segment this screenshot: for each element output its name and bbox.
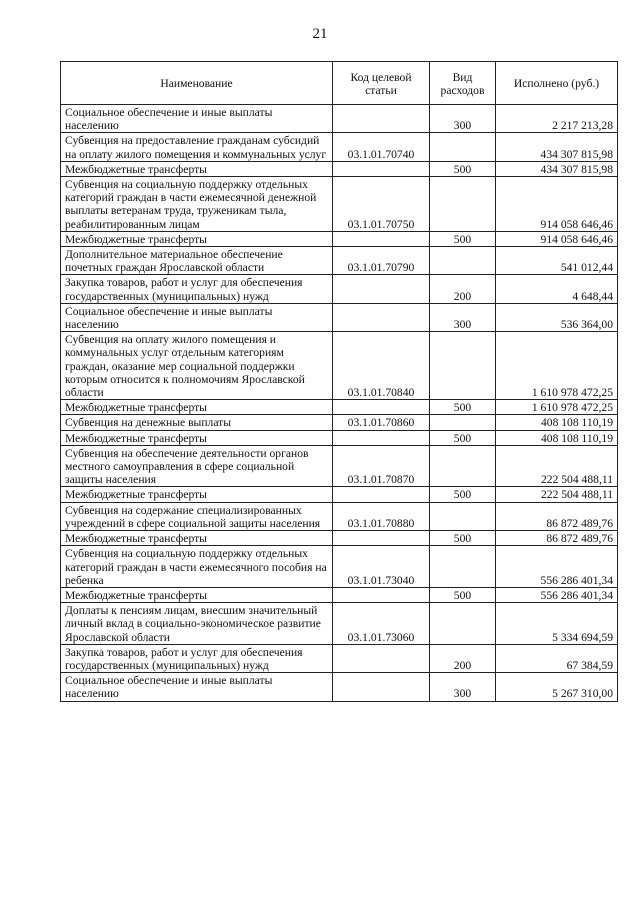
row-name-cell: Межбюджетные трансферты: [61, 587, 333, 602]
row-target-code-cell: 03.1.01.70880: [333, 502, 430, 530]
table-row: [61, 502, 618, 530]
row-target-code-cell: [333, 673, 430, 701]
row-target-code-cell: [333, 644, 430, 672]
row-executed-cell: 222 504 488,11: [496, 487, 618, 502]
row-target-code-cell: 03.1.01.70860: [333, 415, 430, 430]
row-name-cell: Субвенция на денежные выплаты: [61, 415, 333, 430]
row-target-code-cell: 03.1.01.73060: [333, 603, 430, 645]
row-executed-cell: 541 012,44: [496, 247, 618, 275]
header-target-code: Код целевой статьи: [333, 62, 430, 105]
row-executed-cell: 5 334 694,59: [496, 603, 618, 645]
row-expense-type-cell: 500: [430, 487, 496, 502]
row-name-cell: Межбюджетные трансферты: [61, 430, 333, 445]
budget-execution-table: [60, 61, 618, 702]
row-name-cell: Межбюджетные трансферты: [61, 231, 333, 246]
row-expense-type-cell: 300: [430, 673, 496, 701]
row-expense-type-cell: 300: [430, 105, 496, 133]
row-name-cell: Закупка товаров, работ и услуг для обеспечения государственных (муниципальных) нужд: [61, 275, 333, 303]
row-executed-cell: 914 058 646,46: [496, 177, 618, 232]
row-expense-type-cell: [430, 133, 496, 161]
table-row: [61, 445, 618, 487]
page-number: 21: [312, 26, 328, 42]
row-target-code-cell: [333, 303, 430, 331]
table-row: [61, 231, 618, 246]
row-name-cell: Социальное обеспечение и иные выплаты населению: [61, 303, 333, 331]
row-executed-cell: 2 217 213,28: [496, 105, 618, 133]
row-name-cell: Межбюджетные трансферты: [61, 531, 333, 546]
row-target-code-cell: [333, 487, 430, 502]
row-expense-type-cell: 500: [430, 161, 496, 176]
row-name-cell: Межбюджетные трансферты: [61, 400, 333, 415]
row-name-cell: Дополнительное материальное обеспечение почетных граждан Ярославской области: [61, 247, 333, 275]
row-expense-type-cell: [430, 502, 496, 530]
table-row: [61, 332, 618, 400]
row-expense-type-cell: 300: [430, 303, 496, 331]
header-name: Наименование: [61, 62, 333, 105]
row-target-code-cell: 03.1.01.70750: [333, 177, 430, 232]
row-executed-cell: 86 872 489,76: [496, 531, 618, 546]
table-row: [61, 531, 618, 546]
row-executed-cell: 914 058 646,46: [496, 231, 618, 246]
table-row: [61, 603, 618, 645]
row-name-cell: Социальное обеспечение и иные выплаты населению: [61, 105, 333, 133]
row-name-cell: Межбюджетные трансферты: [61, 487, 333, 502]
row-executed-cell: 5 267 310,00: [496, 673, 618, 701]
table-row: [61, 161, 618, 176]
row-name-cell: Межбюджетные трансферты: [61, 161, 333, 176]
row-target-code-cell: [333, 231, 430, 246]
table-row: [61, 303, 618, 331]
row-expense-type-cell: [430, 247, 496, 275]
row-expense-type-cell: 500: [430, 231, 496, 246]
row-target-code-cell: 03.1.01.70870: [333, 445, 430, 487]
table-row: [61, 247, 618, 275]
row-name-cell: Субвенция на оплату жилого помещения и коммунальных услуг отдельным категориям граждан, оказание мер социальной поддержки которым относится к полномочиям Ярославской области: [61, 332, 333, 400]
table-row: [61, 105, 618, 133]
row-name-cell: Социальное обеспечение и иные выплаты населению: [61, 673, 333, 701]
row-expense-type-cell: 500: [430, 587, 496, 602]
row-name-cell: Доплаты к пенсиям лицам, внесшим значительный личный вклад в социально-экономическое развитие Ярославской области: [61, 603, 333, 645]
table-header-row: [61, 62, 618, 105]
row-expense-type-cell: [430, 445, 496, 487]
table-row: [61, 415, 618, 430]
row-target-code-cell: 03.1.01.70790: [333, 247, 430, 275]
row-name-cell: Закупка товаров, работ и услуг для обеспечения государственных (муниципальных) нужд: [61, 644, 333, 672]
row-executed-cell: 556 286 401,34: [496, 546, 618, 588]
table-row: [61, 275, 618, 303]
row-expense-type-cell: 500: [430, 430, 496, 445]
table-body: [61, 105, 618, 702]
table-row: [61, 400, 618, 415]
row-expense-type-cell: [430, 415, 496, 430]
row-target-code-cell: 03.1.01.70840: [333, 332, 430, 400]
row-name-cell: Субвенция на обеспечение деятельности органов местного самоуправления в сфере социальной защиты населения: [61, 445, 333, 487]
row-name-cell: Субвенция на социальную поддержку отдельных категорий граждан в части ежемесячной денежной выплаты ветеранам труда, труженикам тыла, реабилитированным лицам: [61, 177, 333, 232]
row-target-code-cell: [333, 587, 430, 602]
row-executed-cell: 434 307 815,98: [496, 133, 618, 161]
row-target-code-cell: [333, 400, 430, 415]
row-executed-cell: 222 504 488,11: [496, 445, 618, 487]
row-expense-type-cell: 200: [430, 275, 496, 303]
header-executed: Исполнено (руб.): [496, 62, 618, 105]
row-name-cell: Субвенция на предоставление гражданам субсидий на оплату жилого помещения и коммунальных услуг: [61, 133, 333, 161]
row-target-code-cell: [333, 105, 430, 133]
row-executed-cell: 1 610 978 472,25: [496, 400, 618, 415]
table-row: [61, 587, 618, 602]
row-name-cell: Субвенция на содержание специализированных учреждений в сфере социальной защиты населения: [61, 502, 333, 530]
row-expense-type-cell: [430, 603, 496, 645]
row-target-code-cell: 03.1.01.73040: [333, 546, 430, 588]
table-row: [61, 133, 618, 161]
table-row: [61, 177, 618, 232]
row-executed-cell: 408 108 110,19: [496, 415, 618, 430]
row-executed-cell: 4 648,44: [496, 275, 618, 303]
table-row: [61, 546, 618, 588]
row-target-code-cell: [333, 430, 430, 445]
row-expense-type-cell: [430, 177, 496, 232]
row-expense-type-cell: 500: [430, 400, 496, 415]
row-target-code-cell: [333, 531, 430, 546]
row-expense-type-cell: 200: [430, 644, 496, 672]
row-target-code-cell: [333, 161, 430, 176]
row-expense-type-cell: [430, 546, 496, 588]
table-row: [61, 487, 618, 502]
table-row: [61, 673, 618, 701]
table-row: [61, 644, 618, 672]
table-row: [61, 430, 618, 445]
row-executed-cell: 536 364,00: [496, 303, 618, 331]
row-executed-cell: 434 307 815,98: [496, 161, 618, 176]
row-executed-cell: 1 610 978 472,25: [496, 332, 618, 400]
header-expense-type: Вид расходов: [430, 62, 496, 105]
row-executed-cell: 67 384,59: [496, 644, 618, 672]
row-expense-type-cell: 500: [430, 531, 496, 546]
row-name-cell: Субвенция на социальную поддержку отдельных категорий граждан в части ежемесячного пособия на ребенка: [61, 546, 333, 588]
row-expense-type-cell: [430, 332, 496, 400]
row-target-code-cell: 03.1.01.70740: [333, 133, 430, 161]
row-executed-cell: 556 286 401,34: [496, 587, 618, 602]
row-target-code-cell: [333, 275, 430, 303]
row-executed-cell: 86 872 489,76: [496, 502, 618, 530]
row-executed-cell: 408 108 110,19: [496, 430, 618, 445]
